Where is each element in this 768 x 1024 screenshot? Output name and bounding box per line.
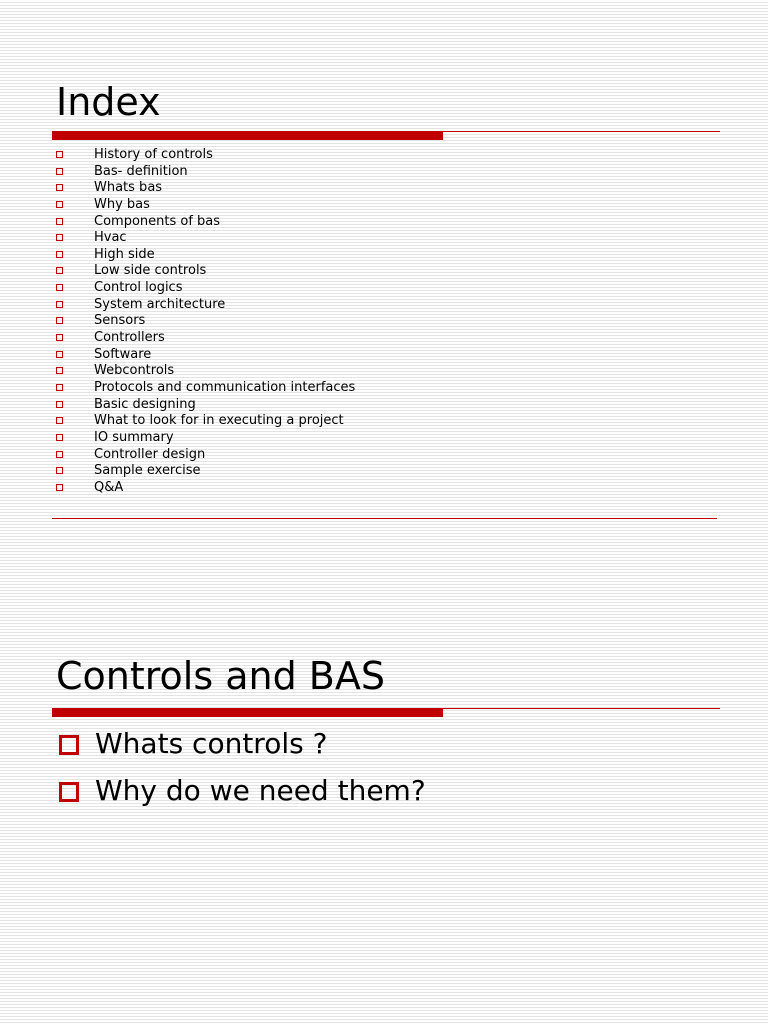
list-item-text: Whats controls ? xyxy=(95,727,328,760)
list-item-text: Why bas xyxy=(94,196,150,212)
list-item-text: Why do we need them? xyxy=(95,774,426,807)
index-list xyxy=(0,147,700,496)
list-item-text: Hvac xyxy=(94,230,127,246)
list-item-text: Webcontrols xyxy=(94,363,175,379)
title-underline-thin xyxy=(443,708,720,709)
hollow-square-bullet-icon xyxy=(56,234,63,241)
list-item-text: History of controls xyxy=(94,147,213,162)
list-item xyxy=(0,297,700,314)
list-item-text: Whats bas xyxy=(94,180,163,196)
list-item xyxy=(0,347,700,364)
list-item xyxy=(0,447,700,464)
slide-bottom-rule xyxy=(52,518,717,519)
hollow-square-bullet-icon xyxy=(56,401,63,408)
hollow-square-bullet-icon xyxy=(56,451,63,458)
hollow-square-bullet-icon xyxy=(56,467,63,474)
hollow-square-bullet-icon xyxy=(56,351,63,358)
list-item-text: Components of bas xyxy=(94,213,221,229)
list-item-text: High side xyxy=(94,246,155,262)
list-item xyxy=(0,147,700,164)
hollow-square-bullet-icon xyxy=(56,417,63,424)
list-item-text: Controllers xyxy=(94,330,165,346)
list-item-text: System architecture xyxy=(94,296,226,312)
list-item-text: Control logics xyxy=(94,280,183,296)
list-item xyxy=(0,180,700,197)
list-item xyxy=(0,280,700,297)
hollow-square-bullet-icon xyxy=(56,201,63,208)
hollow-square-bullet-icon xyxy=(59,782,79,802)
list-item xyxy=(0,480,700,497)
list-item xyxy=(0,330,700,347)
list-item xyxy=(0,397,700,414)
hollow-square-bullet-icon xyxy=(56,218,63,225)
title-underline-thick xyxy=(52,131,443,140)
hollow-square-bullet-icon xyxy=(56,251,63,258)
list-item-text: Software xyxy=(94,346,152,362)
hollow-square-bullet-icon xyxy=(56,384,63,391)
hollow-square-bullet-icon xyxy=(56,267,63,274)
list-item-text: IO summary xyxy=(94,429,174,445)
list-item xyxy=(0,313,700,330)
hollow-square-bullet-icon xyxy=(56,434,63,441)
hollow-square-bullet-icon xyxy=(56,484,63,491)
slide-title: Index xyxy=(56,80,161,124)
list-item xyxy=(0,413,700,430)
list-item xyxy=(0,773,700,820)
list-item-text: Controller design xyxy=(94,446,206,462)
list-item-text: Sensors xyxy=(94,313,146,329)
list-item xyxy=(0,726,700,773)
list-item xyxy=(0,263,700,280)
list-item-text: What to look for in executing a project xyxy=(94,413,344,429)
hollow-square-bullet-icon xyxy=(56,284,63,291)
hollow-square-bullet-icon xyxy=(56,184,63,191)
list-item xyxy=(0,463,700,480)
title-underline-thick xyxy=(52,708,443,717)
hollow-square-bullet-icon xyxy=(56,317,63,324)
list-item xyxy=(0,430,700,447)
hollow-square-bullet-icon xyxy=(56,301,63,308)
hollow-square-bullet-icon xyxy=(56,334,63,341)
list-item-text: Q&A xyxy=(94,479,124,495)
hollow-square-bullet-icon xyxy=(56,367,63,374)
list-item xyxy=(0,380,700,397)
list-item-text: Basic designing xyxy=(94,396,196,412)
hollow-square-bullet-icon xyxy=(56,151,63,158)
list-item xyxy=(0,164,700,181)
slide-title: Controls and BAS xyxy=(56,654,385,698)
list-item xyxy=(0,247,700,264)
hollow-square-bullet-icon xyxy=(56,168,63,175)
slide-controls-and-bas xyxy=(0,596,768,1024)
hollow-square-bullet-icon xyxy=(59,735,79,755)
list-item xyxy=(0,214,700,231)
bullet-list xyxy=(0,726,700,820)
list-item-text: Bas- definition xyxy=(94,163,188,179)
list-item-text: Low side controls xyxy=(94,263,207,279)
list-item xyxy=(0,363,700,380)
list-item-text: Protocols and communication interfaces xyxy=(94,379,356,395)
list-item-text: Sample exercise xyxy=(94,463,201,479)
list-item xyxy=(0,197,700,214)
title-underline-thin xyxy=(443,131,720,132)
list-item xyxy=(0,230,700,247)
